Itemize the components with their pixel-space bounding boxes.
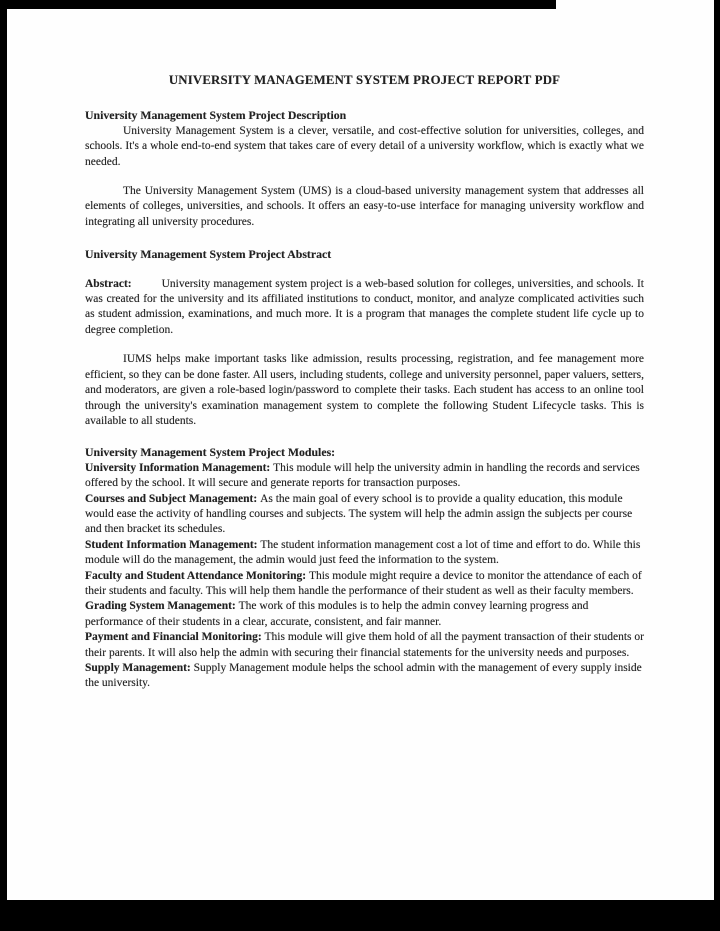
module-label: Faculty and Student Attendance Monitoring: (85, 569, 307, 582)
module-text: Supply Management module helps the school admin with the management of every supply inside the university. (85, 662, 642, 690)
abstract-label: Abstract: (85, 277, 132, 290)
module-label: Student Information Management: (85, 538, 258, 551)
module-item-grading-system (85, 599, 644, 630)
module-item-student-information (85, 538, 644, 569)
module-text: This module will help the university admin in handling the records and services offered by the school. It will secure and generate reports for transaction purposes. (85, 461, 640, 490)
document-page (7, 9, 714, 900)
module-item-payment-financial (85, 630, 644, 661)
description-heading: University Management System Project Description (85, 108, 347, 123)
modules-heading: University Management System Project Modules: (85, 445, 336, 460)
module-item-supply-management (85, 661, 644, 692)
module-item-attendance-monitoring (85, 569, 644, 600)
module-text: As the main goal of every school is to provide a quality education, this module would ease the activity of handling courses and subjects. The system will help the admin assign the subjects per course and then bracket its schedules. (85, 492, 633, 536)
module-text: The work of this modules is to help the admin convey learning progress and performance of their students in a clear, accurate, consistent, and fair manner. (85, 600, 589, 628)
module-label: Grading System Management: (85, 600, 236, 613)
description-paragraph-2: The University Management System (UMS) is a cloud-based university management system that addresses all elements of colleges, universities, and schools. It offers an easy-to-use interface for managing university workflow and integrating all university procedures. (85, 185, 644, 228)
module-label: Payment and Financial Monitoring: (85, 631, 262, 644)
abstract-heading: University Management System Project Abstract (85, 247, 332, 262)
description-paragraph-1: University Management System is a clever, versatile, and cost-effective solution for universities, colleges, and schools. It's a whole end-to-end system that takes care of every detail of a university workflow, which is exactly what we needed. (85, 124, 644, 168)
document-title: UNIVERSITY MANAGEMENT SYSTEM PROJECT REPORT PDF (168, 73, 561, 87)
module-item-courses-subjects (85, 492, 644, 538)
abstract-paragraph-2: IUMS helps make important tasks like admission, results processing, registration, and fee management more efficient, so they can be done faster. All users, including students, college and university personnel, paper valuers, setters, and moderators, are given a role-based login/password to complete their tasks. Each student has access to an online tool through the university's examination management system to complete the following Student Lifecycle tasks. This is available to all students. (85, 353, 644, 427)
module-text: This module might require a device to monitor the attendance of each of their students and faculty. This will help them handle the performance of their student as well as their faculty members. (85, 569, 642, 597)
module-item-university-information (85, 461, 644, 492)
abstract-paragraph (85, 277, 644, 339)
abstract-body: University management system project is a web-based solution for colleges, universities, and schools. It was created for the university and its affiliated institutions to conduct, monitor, and analyze complicated activities such as student admission, examinations, and much more. It is a program that manages the complete student life cycle up to degree completion. (85, 277, 644, 336)
module-label: Courses and Subject Management: (85, 492, 258, 505)
module-text: The student information management cost a lot of time and effort to do. While this module will do the management, the admin would just feed the information to the system. (85, 538, 641, 567)
modules-section (85, 445, 644, 692)
module-label: University Information Management: (85, 461, 271, 474)
module-text: This module will give them hold of all the payment transaction of their students or their parents. It will also help the admin with securing their financial statements for the university needs and purposes. (85, 631, 644, 659)
document-content (7, 9, 714, 900)
module-label: Supply Management: (85, 662, 191, 674)
